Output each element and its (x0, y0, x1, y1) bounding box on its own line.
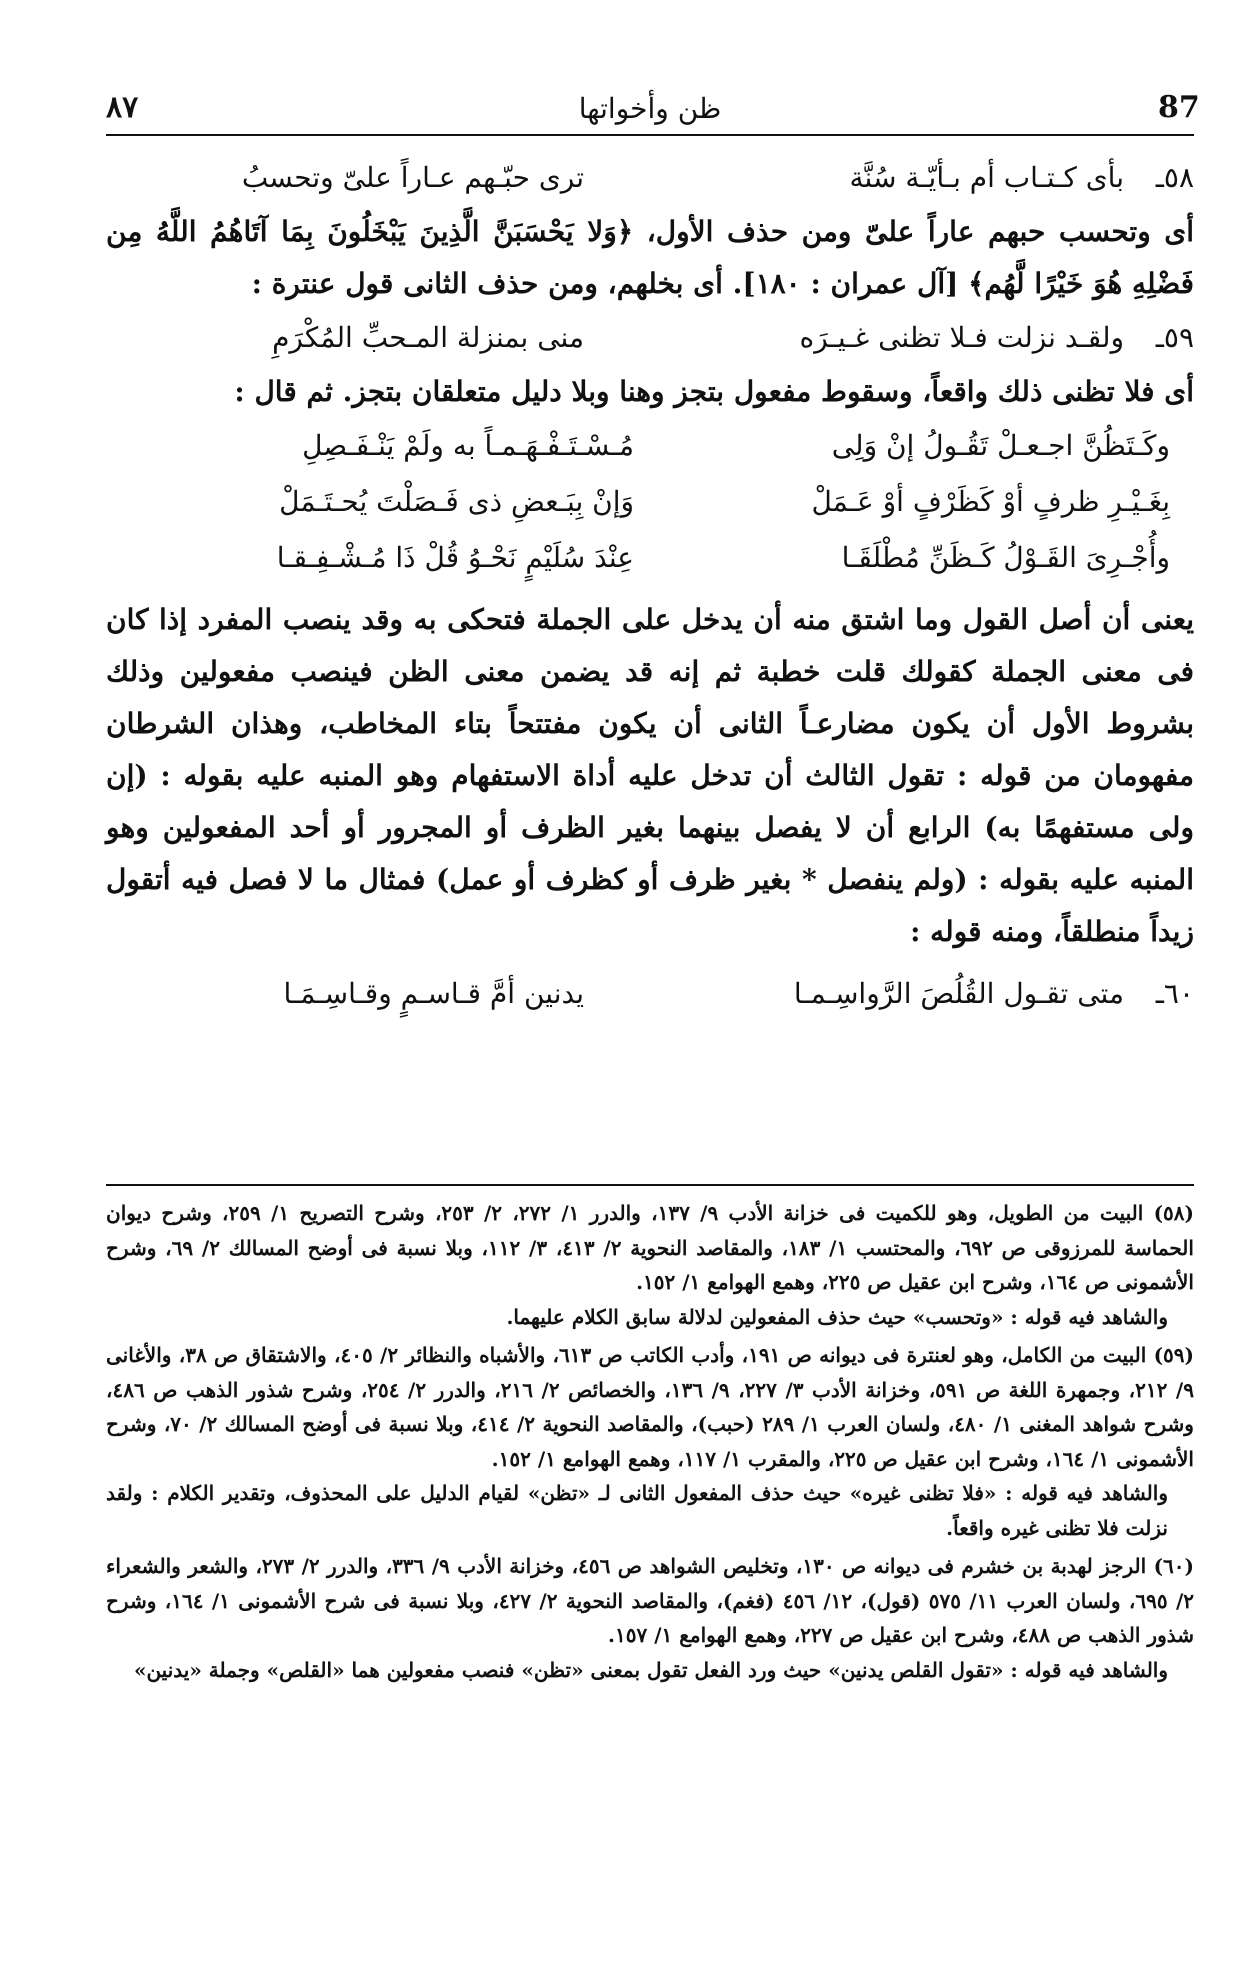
verse-number: ٥٩ـ (1155, 321, 1194, 354)
verse-number: ٥٨ـ (1155, 161, 1194, 194)
paragraph-1: أى وتحسب حبهم عاراً علىّ ومن حذف الأول، ﴿وَلا يَحْسَبَنَّ الَّذِينَ يَبْخَلُونَ بِمَا آتَاهُمُ اللَّهُ مِن فَضْلِهِ هُوَ خَيْرًا لَّهُم﴾ [آل عمران : ١٨٠]. أى بخلهم، ومن حذف الثانى قول عنترة : (106, 215, 1194, 300)
verse-59 (106, 310, 1194, 366)
verse-hemistich-second: ترى حبّـهم عـاراً علىّ وتحسبُ (241, 161, 584, 194)
page-header (106, 88, 1200, 134)
verse-hemistich-first: ولقـد نزلت فـلا تظنى غـيـرَه (799, 321, 1124, 354)
verse-hemistich-second: منى بمنزلة المـحبِّ المُكْرَمِ (272, 321, 584, 354)
header-divider (106, 134, 1194, 136)
chapter-title: ظن وأخواتها (578, 92, 722, 125)
footnote-59-witness: والشاهد فيه قوله : «فلا تظنى غيره» حيث حذف المفعول الثانى لـ «تظن» لقيام الدليل على المحذوف، وتقدير الكلام : ولقد نزلت فلا تظنى غيره واقعاً. (106, 1481, 1168, 1540)
verse-58 (106, 150, 1194, 206)
poem-line (106, 418, 1194, 474)
page-number-latin: 87 (1158, 90, 1200, 125)
footnotes (106, 1196, 1194, 1687)
footnote-59: (٥٩) البيت من الكامل، وهو لعنترة فى ديوانه ص ١٩١، وأدب الكاتب ص ٦١٣، والأشباه والنظائر ٢/ ٤٠٥، والاشتقاق ص ٣٨، والأغانى ٩/ ٢١٢، وجمهرة اللغة ص ٥٩١، وخزانة الأدب ٣/ ٢٢٧، ٩/ ١٣٦، والخصائص ٢/ ٢١٦، والدرر ٢/ ٢٥٤، وشرح شذور الذهب ص ٤٨٦، وشرح شواهد المغنى ١/ ٤٨٠، ولسان العرب ١/ ٢٨٩ (حبب)، والمقاصد النحوية ٢/ ٤١٤، وبلا نسبة فى أوضح المسالك ٢/ ٧٠، وشرح الأشمونى ١/ ١٦٤، وشرح ابن عقيل ص ٢٢٥، والمقرب ١/ ١١٧، وهمع الهوامع ١/ ١٥٢. (106, 1343, 1194, 1471)
poem-line (106, 474, 1194, 530)
footnote-divider (106, 1184, 1194, 1186)
verse-hemistich-second: يدنين أمَّ قـاسـمٍ وقـاسِـمَـا (283, 977, 584, 1010)
paragraph-3: يعنى أن أصل القول وما اشتق منه أن يدخل على الجملة فتحكى به وقد ينصب المفرد إذا كان فى معنى الجملة كقولك قلت خطبة ثم إنه قد يضمن معنى الظن فينصب مفعولين وذلك بشروط الأول أن يكون مضارعـاً الثانى أن يكون مفتتحاً بتاء المخاطب، وهذان الشرطان مفهومان من قوله : تقول الثالث أن تدخل عليه أداة الاستفهام وهو المنبه عليه بقوله : (إن ولى مستفهمًا به) الرابع أن لا يفصل بينهما بغير الظرف أو المجرور أو أحد المفعولين وهو المنبه عليه بقوله : (ولم ينفصل * بغير ظرف أو كظرف أو عمل) فمثال ما لا فصل فيه أتقول زيداً منطلقاً، ومنه قوله : (106, 603, 1194, 948)
page-number-arabic: ٨٧ (106, 90, 139, 125)
poem-hemistich-first: وأُجْـرِىَ القَـوْلُ كَـظَنِّ مُطْلَقَـا (841, 541, 1170, 574)
verse-hemistich-first: متى تقـول القُلُصَ الرَّواسِـمـا (793, 977, 1124, 1010)
poem-hemistich-first: بِغَـيْـرِ ظرفٍ أوْ كَظَرْفٍ أوْ عَـمَلْ (811, 485, 1170, 518)
footnote-58-witness: والشاهد فيه قوله : «وتحسب» حيث حذف المفعولين لدلالة سابق الكلام عليهما. (506, 1304, 1168, 1329)
verse-hemistich-first: بأى كـتـاب أم بـأيّـة سُنَّة (849, 161, 1124, 194)
main-text (106, 150, 1194, 1022)
poem-hemistich-second: عِنْدَ سُلَيْمٍ نَحْـوُ قُلْ ذَا مُـشْـفِـقـا (276, 541, 634, 574)
footnote-60-witness: والشاهد فيه قوله : «تقول القلص يدنين» حيث ورد الفعل تقول بمعنى «تظن» فنصب مفعولين هما «القلص» وجملة «يدنين» (133, 1657, 1168, 1682)
footnote-60: (٦٠) الرجز لهدبة بن خشرم فى ديوانه ص ١٣٠، وتخليص الشواهد ص ٤٥٦، وخزانة الأدب ٩/ ٣٣٦، والدرر ٢/ ٢٧٣، والشعر والشعراء ٢/ ٦٩٥، ولسان العرب ١١/ ٥٧٥ (قول)، ١٢/ ٤٥٦ (فغم)، والمقاصد النحوية ٢/ ٤٢٧، وبلا نسبة فى شرح الأشمونى ١/ ١٦٤، وشرح شذور الذهب ص ٤٨٨، وشرح ابن عقيل ص ٢٢٧، وهمع الهوامع ١/ ١٥٧. (106, 1554, 1195, 1647)
poem-hemistich-first: وكَـتَظُنَّ اجـعـلْ تَقُـولُ إنْ وَلِى (831, 429, 1170, 462)
poem-hemistich-second: مُـسْـتَـفْـهَـمـاً به ولَمْ يَنْـفَـصِلِ (302, 429, 634, 462)
paragraph-2: أى فلا تظنى ذلك واقعاً، وسقوط مفعول بتجز وهنا وبلا دليل متعلقان بتجز. ثم قال : (234, 375, 1194, 408)
verse-number: ٦٠ـ (1155, 977, 1194, 1010)
verse-60 (106, 966, 1194, 1022)
poem-hemistich-second: وَإنْ بِبَـعضِ ذى فَـصَلْتَ يُحـتَـمَلْ (279, 485, 634, 518)
footnote-58: (٥٨) البيت من الطويل، وهو للكميت فى خزانة الأدب ٩/ ١٣٧، والدرر ١/ ٢٧٢، ٢/ ٢٥٣، وشرح التصريح ١/ ٢٥٩، وشرح ديوان الحماسة للمرزوقى ص ٦٩٢، والمحتسب ١/ ١٨٣، والمقاصد النحوية ٢/ ٤١٣، ٣/ ١١٢، وبلا نسبة فى أوضح المسالك ٢/ ٦٩، وشرح الأشمونى ص ١٦٤، وشرح ابن عقيل ص ٢٢٥، وهمع الهوامع ١/ ١٥٢. (106, 1201, 1194, 1294)
poem-line (106, 530, 1194, 586)
